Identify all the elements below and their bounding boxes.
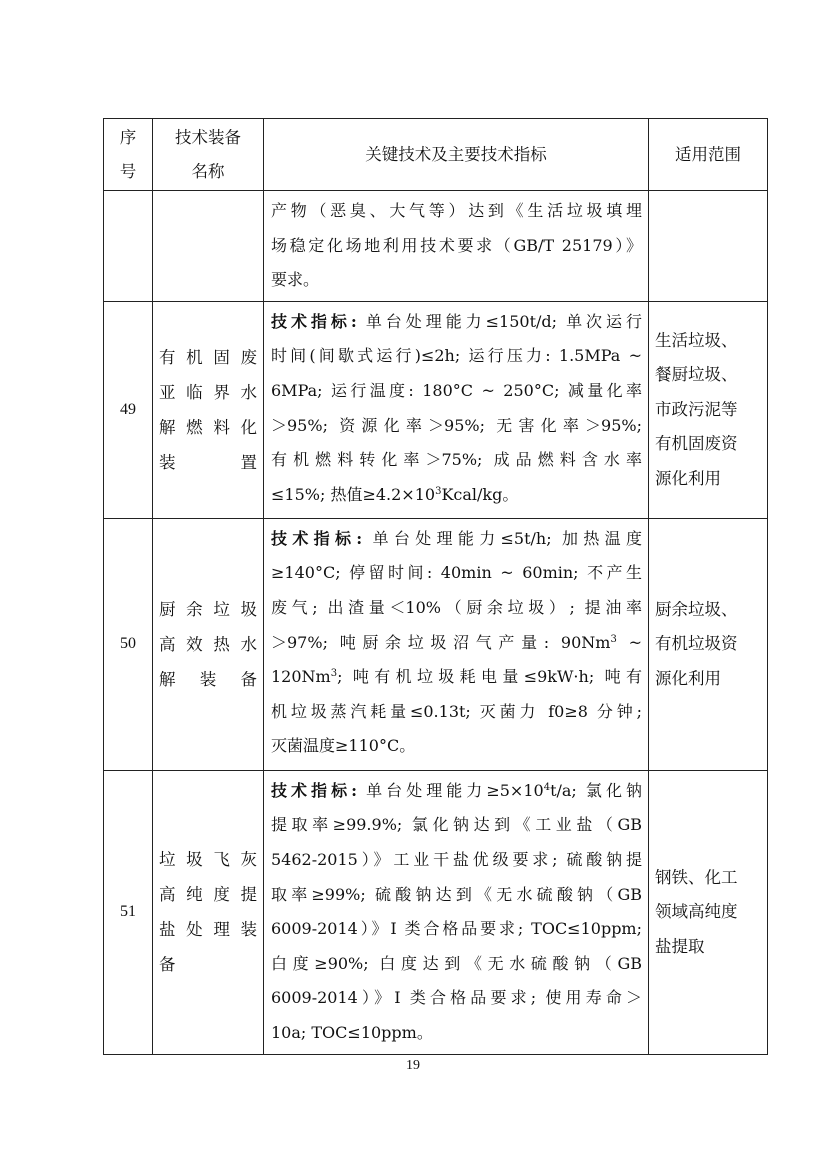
table-header-row [104, 119, 768, 191]
header-scope: 适用范围 [649, 119, 768, 191]
table-row [104, 770, 768, 1054]
row-number: 50 [104, 518, 153, 770]
equipment-name: 垃圾飞灰 高纯度提 盐处理装 备 [153, 770, 264, 1054]
row-number: 51 [104, 770, 153, 1054]
application-scope: 生活垃圾、 餐厨垃圾、 市政污泥等 有机固废资 源化利用 [649, 301, 768, 518]
application-scope: 钢铁、化工 领域高纯度 盐提取 [649, 770, 768, 1054]
technical-metrics: 技术指标: 单台处理能力≤150t/d; 单次运行 时间(间歇式运行)≤2h; 运行压力: 1.5MPa ~ 6MPa; 运行温度: 180°C ~ 250°C; 减量化率 ＞95%; 资源化率＞95%; 无害化率＞95%; 有机燃料转化率＞75%; 成品燃料含水率 ≤15%; 热值$\ge 4.2\times 10^3Kcal/kg$。 [264, 301, 649, 518]
header-metrics: 关键技术及主要技术指标 [264, 119, 649, 191]
continued-name-cell [153, 191, 264, 302]
equipment-table [103, 118, 768, 1055]
page-number: 19 [406, 1058, 420, 1073]
application-scope: 厨余垃圾、 有机垃圾资 源化利用 [649, 518, 768, 770]
technical-metrics: 技术指标: 单台处理能力≤5t/h; 加热温度 ≥140°C; 停留时间: 40min ~ 60min; 不产生 废气; 出渣量＜10%（厨余垃圾）; 提油率 ＞97%; 吨厨余垃圾沼气产量: 90Nm$^3$ ~ 120Nm$^3$; 吨有机垃圾耗电量≤9kW·h; 吨有 机垃圾蒸汽耗量≤0.13t; 灭菌力 f0≥8 分钟; 灭菌温度≥110°C。 [264, 518, 649, 770]
header-seq: 序 号 [104, 119, 153, 191]
equipment-name: 厨余垃圾 高效热水 解装备 [153, 518, 264, 770]
header-name: 技术装备 名称 [153, 119, 264, 191]
continued-desc-cell: 产物（恶臭、大气等）达到《生活垃圾填埋 场稳定化场地利用技术要求（GB/T 25179）》 要求。 [264, 191, 649, 302]
continued-scope-cell [649, 191, 768, 302]
table-row [104, 518, 768, 770]
row-number: 49 [104, 301, 153, 518]
table-row-continued [104, 191, 768, 302]
technical-metrics: 技术指标: 单台处理能力$\ge 5\times 10^4t/a$; 氯化钠 提取率≥99.9%; 氯化钠达到《工业盐（GB 5462-2015）》工业干盐优级要求; 硫酸钠提 取率≥99%; 硫酸钠达到《无水硫酸钠（GB 6009-2014）》I 类合格品要求; TOC≤10ppm; 白度≥90%; 白度达到《无水硫酸钠（GB 6009-2014）》I 类合格品要求; 使用寿命＞ 10a; TOC≤10ppm。 [264, 770, 649, 1054]
continued-num-cell [104, 191, 153, 302]
equipment-name: 有机固废 亚临界水 解燃料化 装置 [153, 301, 264, 518]
table-row [104, 301, 768, 518]
